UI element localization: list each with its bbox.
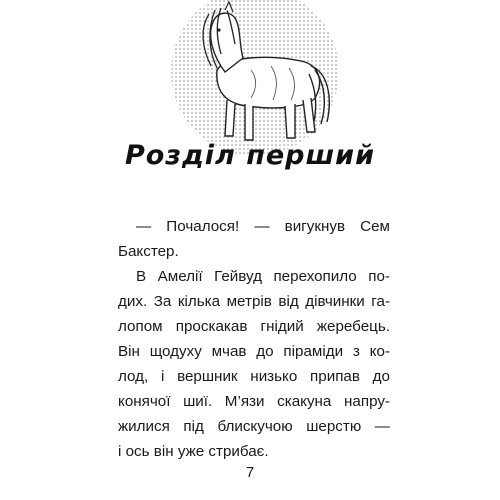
body-text <box>118 214 390 464</box>
text-line: дих. За кілька метрів від дівчинки га- <box>118 293 390 310</box>
chapter-title: Розділ перший <box>124 140 376 171</box>
page-number: 7 <box>245 464 255 481</box>
text-line: лод, і вершник низько припав до <box>118 368 390 385</box>
text-line: — Почалося! — вигукнув Сем <box>136 218 390 235</box>
text-line: і ось він уже стрибає. <box>118 443 269 460</box>
text-line: В Амелії Гейвуд перехопило по- <box>136 268 390 285</box>
text-line: Він щодуху мчав до піраміди з ко- <box>118 343 390 360</box>
text-line: конячої шиї. М’язи скакуна напру- <box>118 393 390 410</box>
text-line: жилися під блискучою шерстю — <box>118 418 390 435</box>
text-line: лопом проскакав гнідий жеребець. <box>118 318 390 335</box>
text-line: Бакстер. <box>118 243 179 260</box>
